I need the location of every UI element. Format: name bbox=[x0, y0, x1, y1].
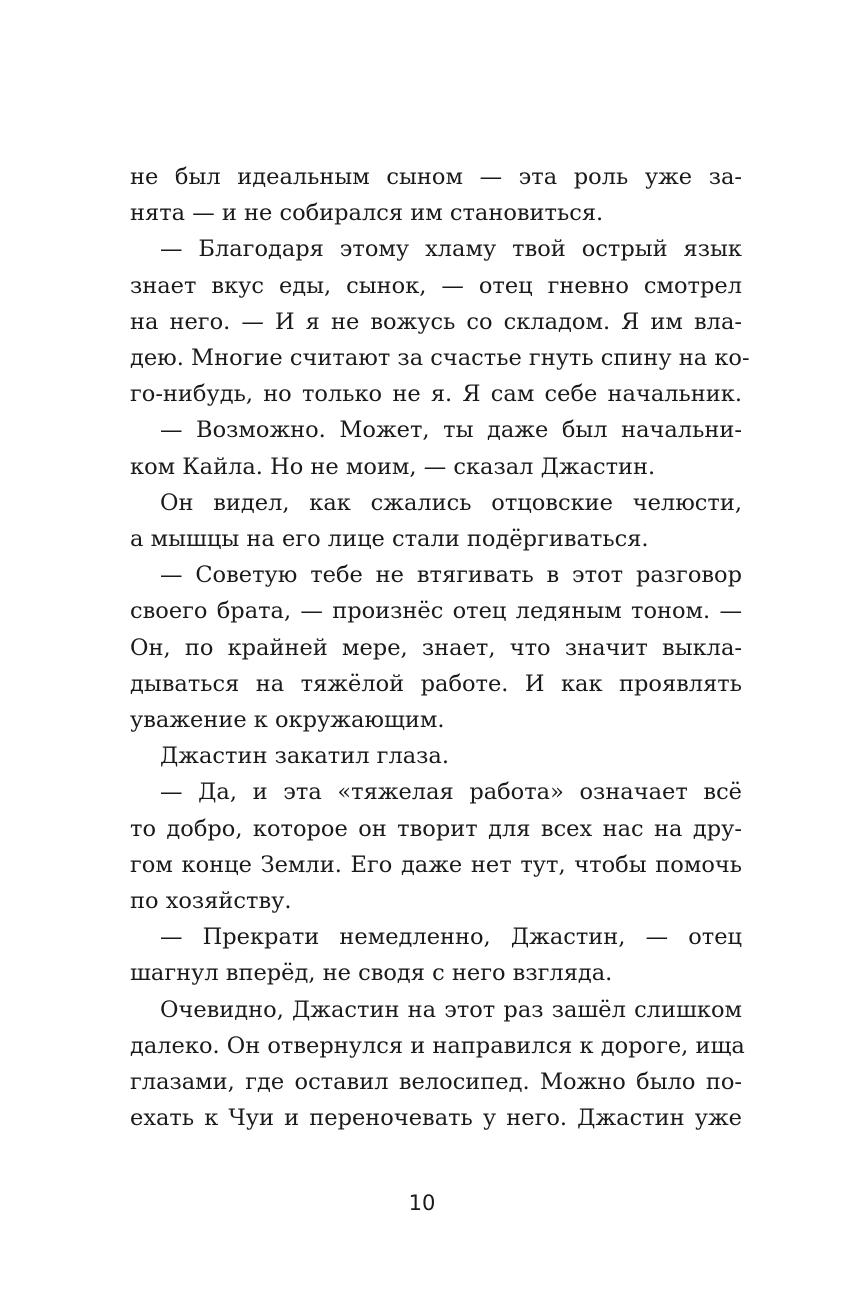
text-line: знает вкус еды, сынок, — отец гневно смотрел bbox=[130, 272, 742, 299]
text-line: дываться на тяжёлой работе. И как проявлять bbox=[130, 670, 742, 697]
text-line: далеко. Он отвернулся и направился к дороге, ища bbox=[130, 1032, 745, 1059]
text-line: уважение к окружающим. bbox=[130, 707, 445, 734]
text-line: шагнул вперёд, не сводя с него взгляда. bbox=[130, 960, 613, 987]
text-line: ком Кайла. Но не моим, — сказал Джастин. bbox=[130, 453, 656, 480]
text-line: то добро, которое он творит для всех нас на дру- bbox=[130, 815, 742, 842]
text-line: — Да, и эта «тяжелая работа» означает всё bbox=[160, 779, 742, 806]
text-line: — Советую тебе не втягивать в этот разговор bbox=[160, 562, 742, 589]
text-line: — Благодаря этому хламу твой острый язык bbox=[160, 236, 742, 263]
text-line: — Возможно. Может, ты даже был начальни- bbox=[160, 417, 742, 444]
text-line: гом конце Земли. Его даже нет тут, чтобы помочь bbox=[130, 851, 742, 878]
text-line: Он видел, как сжались отцовские челюсти, bbox=[160, 489, 742, 516]
text-line: ехать к Чуи и переночевать у него. Джастин уже bbox=[130, 1105, 742, 1132]
text-line: дею. Многие считают за счастье гнуть спину на ко- bbox=[130, 345, 750, 372]
text-line: а мышцы на его лице стали подёргиваться. bbox=[130, 526, 649, 553]
text-line: своего брата, — произнёс отец ледяным тоном. — bbox=[130, 598, 742, 625]
text-line: нята — и не собирался им становиться. bbox=[130, 200, 604, 227]
text-line: не был идеальным сыном — эта роль уже за- bbox=[130, 164, 742, 190]
page-number: 10 bbox=[408, 1191, 436, 1215]
text-line: Очевидно, Джастин на этот раз зашёл слишком bbox=[160, 996, 742, 1023]
text-line: Джастин закатил глаза. bbox=[160, 743, 449, 770]
text-line: — Прекрати немедленно, Джастин, — отец bbox=[160, 924, 742, 951]
text-line: глазами, где оставил велосипед. Можно было по- bbox=[130, 1069, 742, 1096]
body-text bbox=[130, 159, 750, 1136]
text-line: го-нибудь, но только не я. Я сам себе начальник. bbox=[130, 381, 742, 408]
text-line: на него. — И я не вожусь со складом. Я им вла- bbox=[130, 308, 742, 335]
text-line: Он, по крайней мере, знает, что значит выкла- bbox=[130, 634, 742, 661]
text-line: по хозяйству. bbox=[130, 888, 292, 915]
